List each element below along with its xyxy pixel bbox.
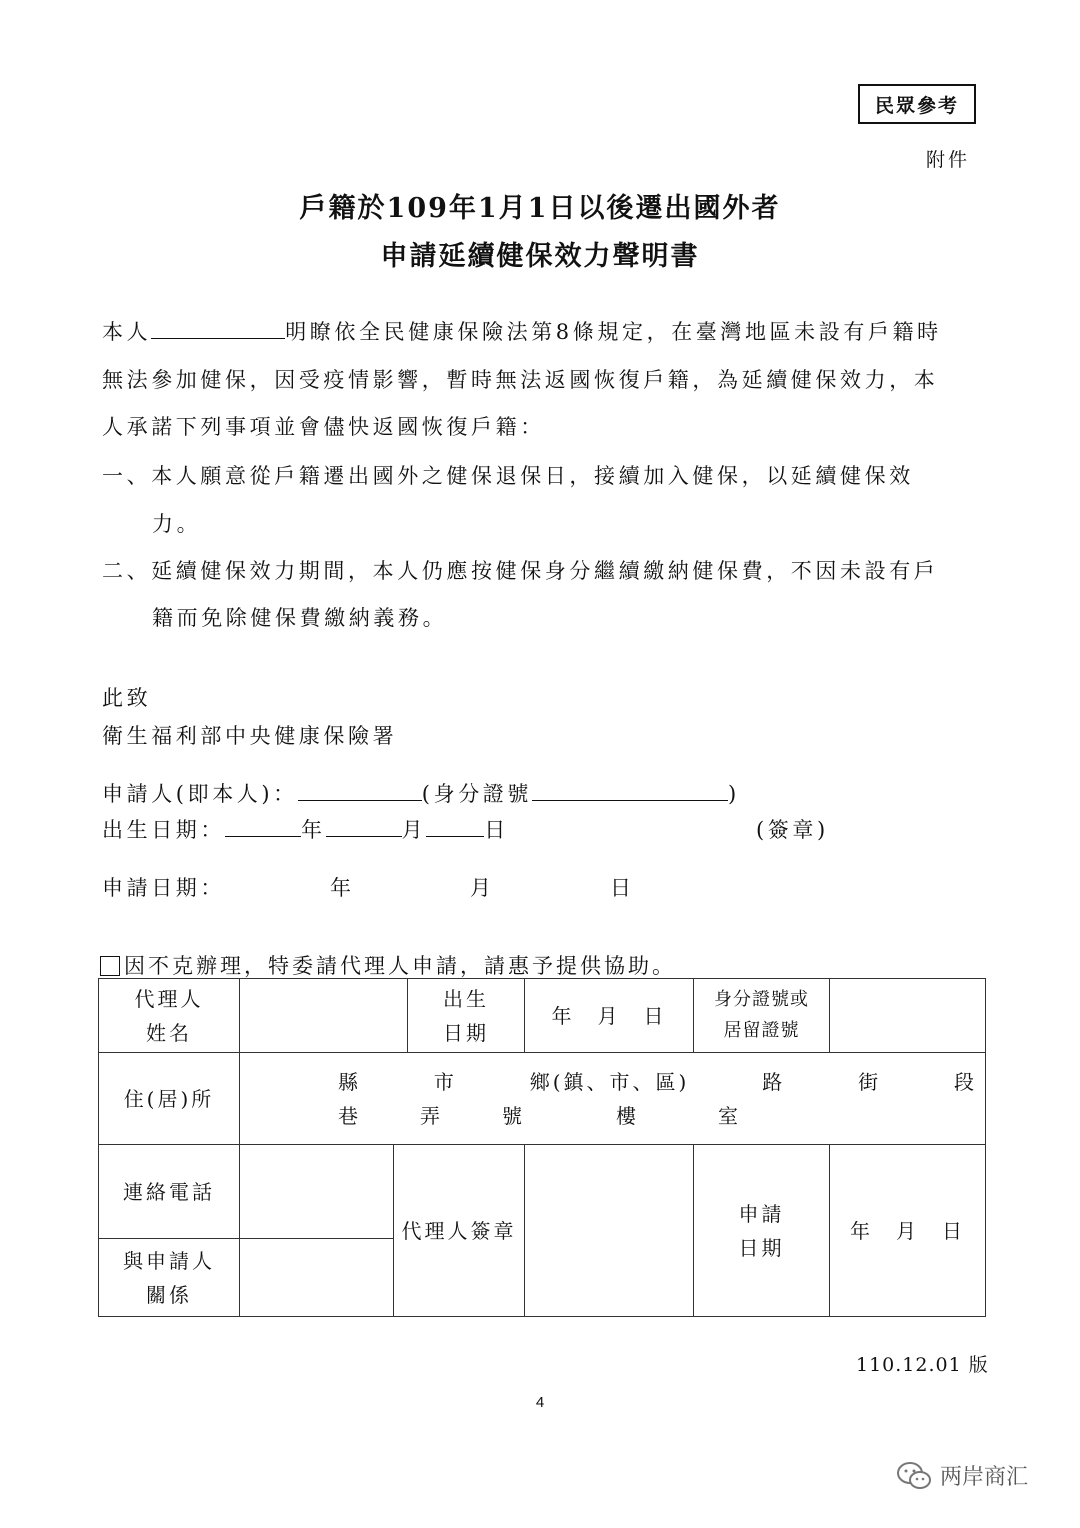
apply-date-label: 申請日期： — [102, 876, 225, 900]
applicant-name-label: 申請人(即本人)： — [102, 782, 298, 806]
agent-name-label-1: 代理人 — [134, 986, 204, 1011]
agent-signature-input[interactable] — [525, 1145, 694, 1317]
document-title-line2: 申請延續健保效力聲明書 — [380, 241, 700, 272]
commitment-item-2-cont: 籍而免除健保費繳納義務。 — [152, 606, 448, 630]
statement-line2: 無法參加健保，因受疫情影響，暫時無法返國恢復戶籍，為延續健保效力，本 — [102, 368, 939, 392]
addr-street: 街 — [858, 1069, 882, 1094]
birth-year-unit: 年 — [301, 818, 326, 842]
birth-date-row — [102, 814, 509, 844]
birth-date-label: 出生日期： — [102, 818, 225, 842]
agent-relation-label-cell — [99, 1239, 240, 1317]
reference-badge: 民眾參考 — [858, 84, 976, 124]
addr-city: 市 — [433, 1069, 457, 1094]
applicant-row — [102, 778, 740, 808]
applicant-id-blank[interactable] — [532, 780, 728, 801]
commitment-item-1-cont: 力。 — [152, 512, 202, 536]
agent-name-label-cell — [99, 979, 240, 1053]
agent-apply-date-label-2: 日期 — [738, 1235, 785, 1260]
addr-lane: 巷 — [338, 1103, 361, 1128]
agent-name-label-2: 姓名 — [146, 1020, 192, 1045]
addr-county: 縣 — [338, 1069, 361, 1094]
apply-day-unit: 日 — [610, 876, 635, 900]
agent-id-label-2: 居留證號 — [723, 1019, 800, 1041]
birth-day-unit: 日 — [484, 818, 509, 842]
seal-label: (簽章) — [756, 818, 829, 842]
agent-apply-date-label-cell — [694, 1145, 830, 1317]
agent-checkbox[interactable] — [100, 956, 120, 976]
applicant-name-blank[interactable] — [298, 780, 422, 801]
salutation: 此致 — [102, 686, 152, 710]
agent-apply-date-label-1: 申請 — [738, 1201, 785, 1226]
addr-room: 室 — [718, 1103, 741, 1128]
birth-month-blank[interactable] — [326, 816, 402, 837]
addr-floor: 樓 — [616, 1103, 639, 1128]
addr-section: 段 — [953, 1069, 977, 1094]
addr-township: 鄉(鎮、市、區) — [529, 1069, 690, 1094]
agent-relation-input[interactable] — [240, 1239, 394, 1317]
applicant-id-label: (身分證號 — [421, 782, 532, 806]
agent-phone-label: 連絡電話 — [99, 1145, 240, 1239]
commitment-item-1: 一、本人願意從戶籍遷出國外之健保退保日，接續加入健保，以延續健保效 — [102, 464, 914, 488]
watermark-text: 两岸商汇 — [940, 1465, 1029, 1490]
agent-row-address — [99, 1053, 986, 1145]
agent-signature-label: 代理人簽章 — [394, 1145, 525, 1317]
address-line-2 — [240, 1099, 985, 1133]
watermark — [896, 1460, 1028, 1491]
version-label: 110.12.01 版 — [856, 1354, 989, 1376]
page-number: 4 — [535, 1394, 545, 1411]
applicant-id-close: ) — [728, 782, 740, 806]
agent-birth-label-2: 日期 — [443, 1020, 489, 1045]
birth-year-blank[interactable] — [225, 816, 301, 837]
agent-id-input[interactable] — [830, 979, 986, 1053]
birth-day-blank[interactable] — [426, 816, 484, 837]
apply-month-unit: 月 — [470, 876, 495, 900]
addr-number: 號 — [502, 1103, 525, 1128]
agent-name-input[interactable] — [240, 979, 408, 1053]
agent-address-label: 住(居)所 — [99, 1053, 240, 1145]
agent-birth-label-cell — [408, 979, 525, 1053]
statement-suffix: 明瞭依全民健康保險法第8條規定，在臺灣地區未設有戶籍時 — [285, 320, 942, 344]
agent-apply-date-units: 年 月 日 — [850, 1218, 965, 1243]
agent-apply-date-value[interactable] — [830, 1145, 986, 1317]
document-title-line1: 戶籍於109年1月1日以後遷出國外者 — [299, 193, 781, 224]
agent-birth-label-1: 出生 — [443, 986, 489, 1011]
agent-id-label-cell — [694, 979, 830, 1053]
commitment-item-2: 二、延續健保效力期間，本人仍應按健保身分繼續繳納健保費，不因未設有戶 — [102, 559, 939, 583]
agent-checkbox-label: 因不克辦理，特委請代理人申請，請惠予提供協助。 — [124, 954, 676, 978]
agent-form-table — [98, 978, 986, 1317]
birth-month-unit: 月 — [401, 818, 427, 842]
agent-phone-input[interactable] — [240, 1145, 394, 1239]
declarant-name-blank[interactable] — [151, 318, 285, 339]
addr-road: 路 — [762, 1069, 786, 1094]
agent-checkbox-row — [100, 950, 676, 980]
agent-row-name — [99, 979, 986, 1053]
statement-prefix: 本人 — [102, 320, 152, 344]
statement-line3: 人承諾下列事項並會儘快返國恢復戶籍： — [102, 415, 545, 439]
agent-birth-date-units: 年 月 日 — [551, 1003, 667, 1028]
attachment-label: 附件 — [926, 149, 971, 171]
wechat-icon — [896, 1461, 932, 1491]
agent-relation-label-2: 關係 — [146, 1282, 192, 1307]
apply-year-unit: 年 — [330, 876, 355, 900]
agent-birth-value[interactable] — [525, 979, 694, 1053]
addr-alley: 弄 — [420, 1103, 443, 1128]
agent-row-phone — [99, 1145, 986, 1239]
statement-line1 — [102, 316, 942, 346]
agent-address-input[interactable] — [240, 1053, 986, 1145]
agent-id-label-1: 身分證號或 — [714, 988, 809, 1010]
address-line-1 — [240, 1065, 985, 1099]
recipient: 衛生福利部中央健康保險署 — [102, 724, 398, 748]
agent-relation-label-1: 與申請人 — [123, 1248, 215, 1273]
